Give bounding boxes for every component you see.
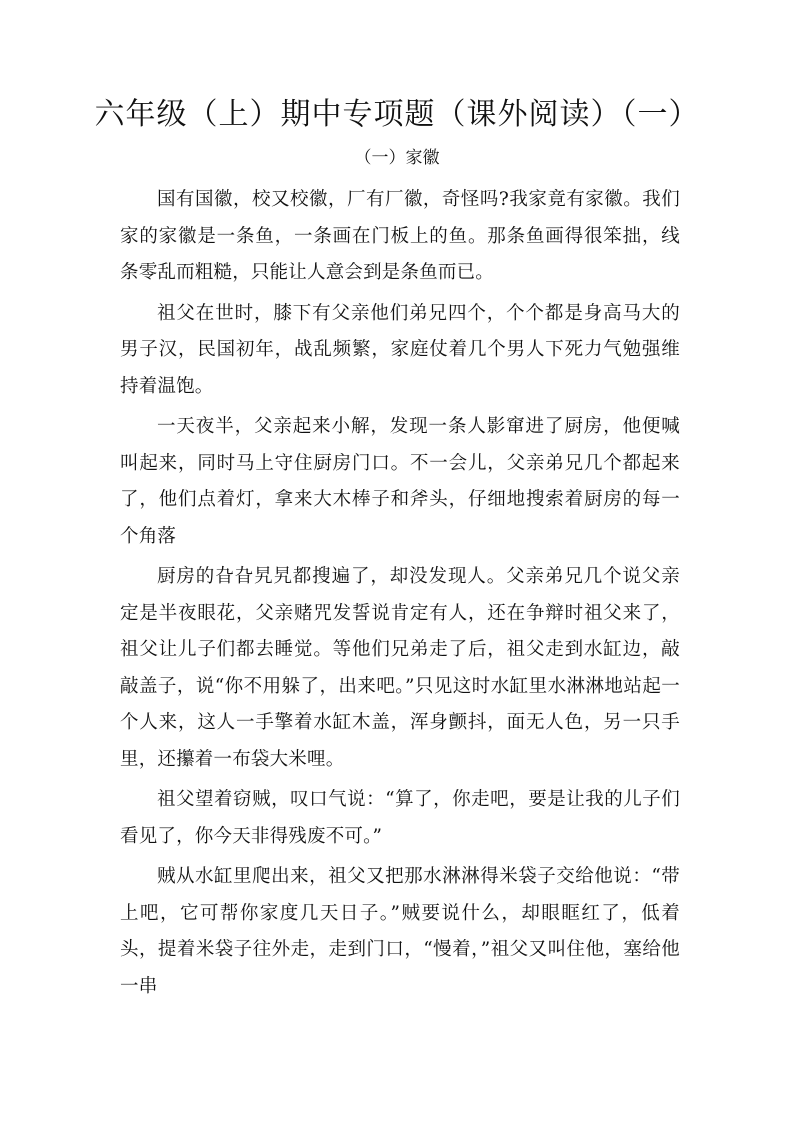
page-title: 六年级（上）期中专项题（课外阅读）（一） [94,97,700,132]
paragraph: 一天夜半，父亲起来小解，发现一条人影窜进了厨房，他便喊叫起来，同时马上守住厨房门口。不一会儿，父亲弟兄几个都起来了，他们点着灯，拿来大木棒子和斧头，仔细地搜索着厨房的每一个角落 [120,416,680,547]
section-heading: （一）家徽 [354,148,440,168]
paragraph: 国有国徽，校又校徽，厂有厂徽，奇怪吗?我家竟有家徽。我们家的家徽是一条鱼，一条画在门板上的鱼。那条鱼画得很笨拙，线条零乱而粗糙，只能让人意会到是条鱼而已。 [120,189,680,283]
article-body [120,182,680,1009]
paragraph: 祖父在世时，膝下有父亲他们弟兄四个，个个都是身高马大的男子汉，民国初年，战乱频繁，家庭仗着几个男人下死力气勉强维持着温饱。 [120,302,680,397]
paragraph: 祖父望着窃贼，叹口气说：“算了，你走吧，要是让我的儿子们看见了，你今天非得残废不可。” [120,789,680,847]
paragraph: 贼从水缸里爬出来，祖父又把那水淋淋得米袋子交给他说：“带上吧，它可帮你家度几天日子。”贼要说什么，却眼眶红了，低着头，提着米袋子往外走，走到门口，“慢着，”祖父又叫住他，塞给他一串 [120,866,680,997]
paragraph: 厨房的旮旮旯旯都搜遍了，却没发现人。父亲弟兄几个说父亲定是半夜眼花，父亲赌咒发誓说肯定有人，还在争辩时祖父来了，祖父让儿子们都去睡觉。等他们兄弟走了后，祖父走到水缸边，敲敲盖子，说“你不用躲了，出来吧。”只见这时水缸里水淋淋地站起一个人来，这人一手擎着水缸木盖，浑身颤抖，面无人色，另一只手里，还攥着一布袋大米哩。 [120,566,680,770]
